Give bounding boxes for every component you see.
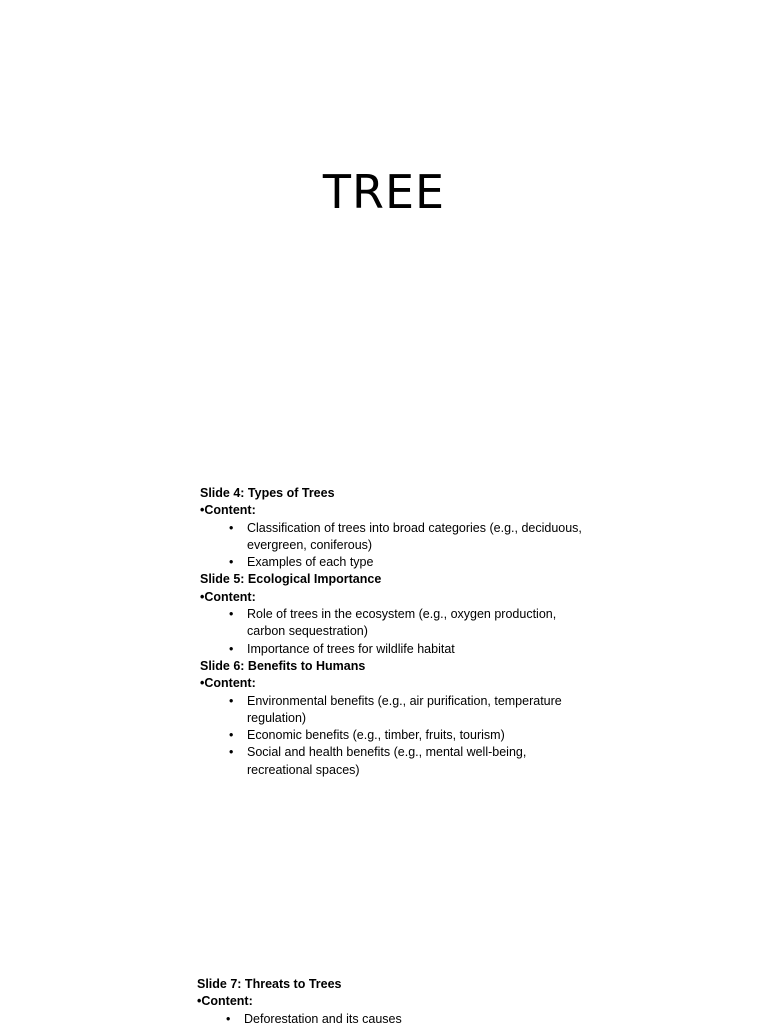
page-title: TREE bbox=[322, 165, 446, 219]
list-item bbox=[200, 693, 590, 728]
section-types-of-trees bbox=[200, 485, 590, 571]
bullet-marker: • bbox=[229, 607, 234, 622]
list-item bbox=[200, 520, 590, 555]
section-heading: Slide 7: Threats to Trees bbox=[197, 977, 342, 991]
list-item-text: Examples of each type bbox=[247, 555, 374, 570]
bullet-list bbox=[200, 693, 590, 779]
bullet-marker: • bbox=[229, 520, 234, 535]
content-label: •Content: bbox=[197, 994, 253, 1009]
list-item-text: Economic benefits (e.g., timber, fruits, tourism) bbox=[247, 728, 505, 743]
bullet-marker: • bbox=[229, 555, 234, 570]
list-item-text: Classification of trees into broad categories (e.g., deciduous, evergreen, coniferous) bbox=[247, 520, 582, 552]
section-threats-to-trees bbox=[197, 976, 587, 1028]
list-item-text: Importance of trees for wildlife habitat bbox=[247, 641, 455, 656]
section-heading: Slide 4: Types of Trees bbox=[200, 486, 335, 500]
bullet-list bbox=[200, 520, 590, 572]
list-item bbox=[200, 641, 590, 658]
bullet-marker: • bbox=[226, 1011, 231, 1026]
section-heading: Slide 5: Ecological Importance bbox=[200, 572, 382, 587]
text-block-first bbox=[200, 485, 590, 779]
bullet-marker: • bbox=[229, 728, 234, 743]
content-label: •Content: bbox=[200, 503, 256, 518]
list-item-text: Role of trees in the ecosystem (e.g., oxygen production, carbon sequestration) bbox=[247, 607, 557, 639]
section-ecological-importance bbox=[200, 571, 590, 657]
section-benefits-to-humans bbox=[200, 658, 590, 779]
list-item-text: Deforestation and its causes bbox=[244, 1011, 402, 1026]
list-item bbox=[200, 554, 590, 571]
list-item bbox=[197, 1011, 587, 1028]
bullet-marker: • bbox=[229, 693, 234, 708]
text-block-second bbox=[197, 976, 587, 1028]
content-label: •Content: bbox=[200, 589, 256, 604]
list-item bbox=[200, 727, 590, 744]
list-item-text: Social and health benefits (e.g., mental well-being, recreational spaces) bbox=[247, 745, 527, 777]
bullet-list bbox=[197, 1011, 587, 1028]
content-label: •Content: bbox=[200, 676, 256, 691]
section-heading: Slide 6: Benefits to Humans bbox=[200, 658, 366, 673]
list-item bbox=[200, 744, 590, 779]
list-item-text: Environmental benefits (e.g., air purification, temperature regulation) bbox=[247, 693, 562, 725]
bullet-marker: • bbox=[229, 745, 234, 760]
list-item bbox=[200, 606, 590, 641]
bullet-marker: • bbox=[229, 641, 234, 656]
bullet-list bbox=[200, 606, 590, 658]
